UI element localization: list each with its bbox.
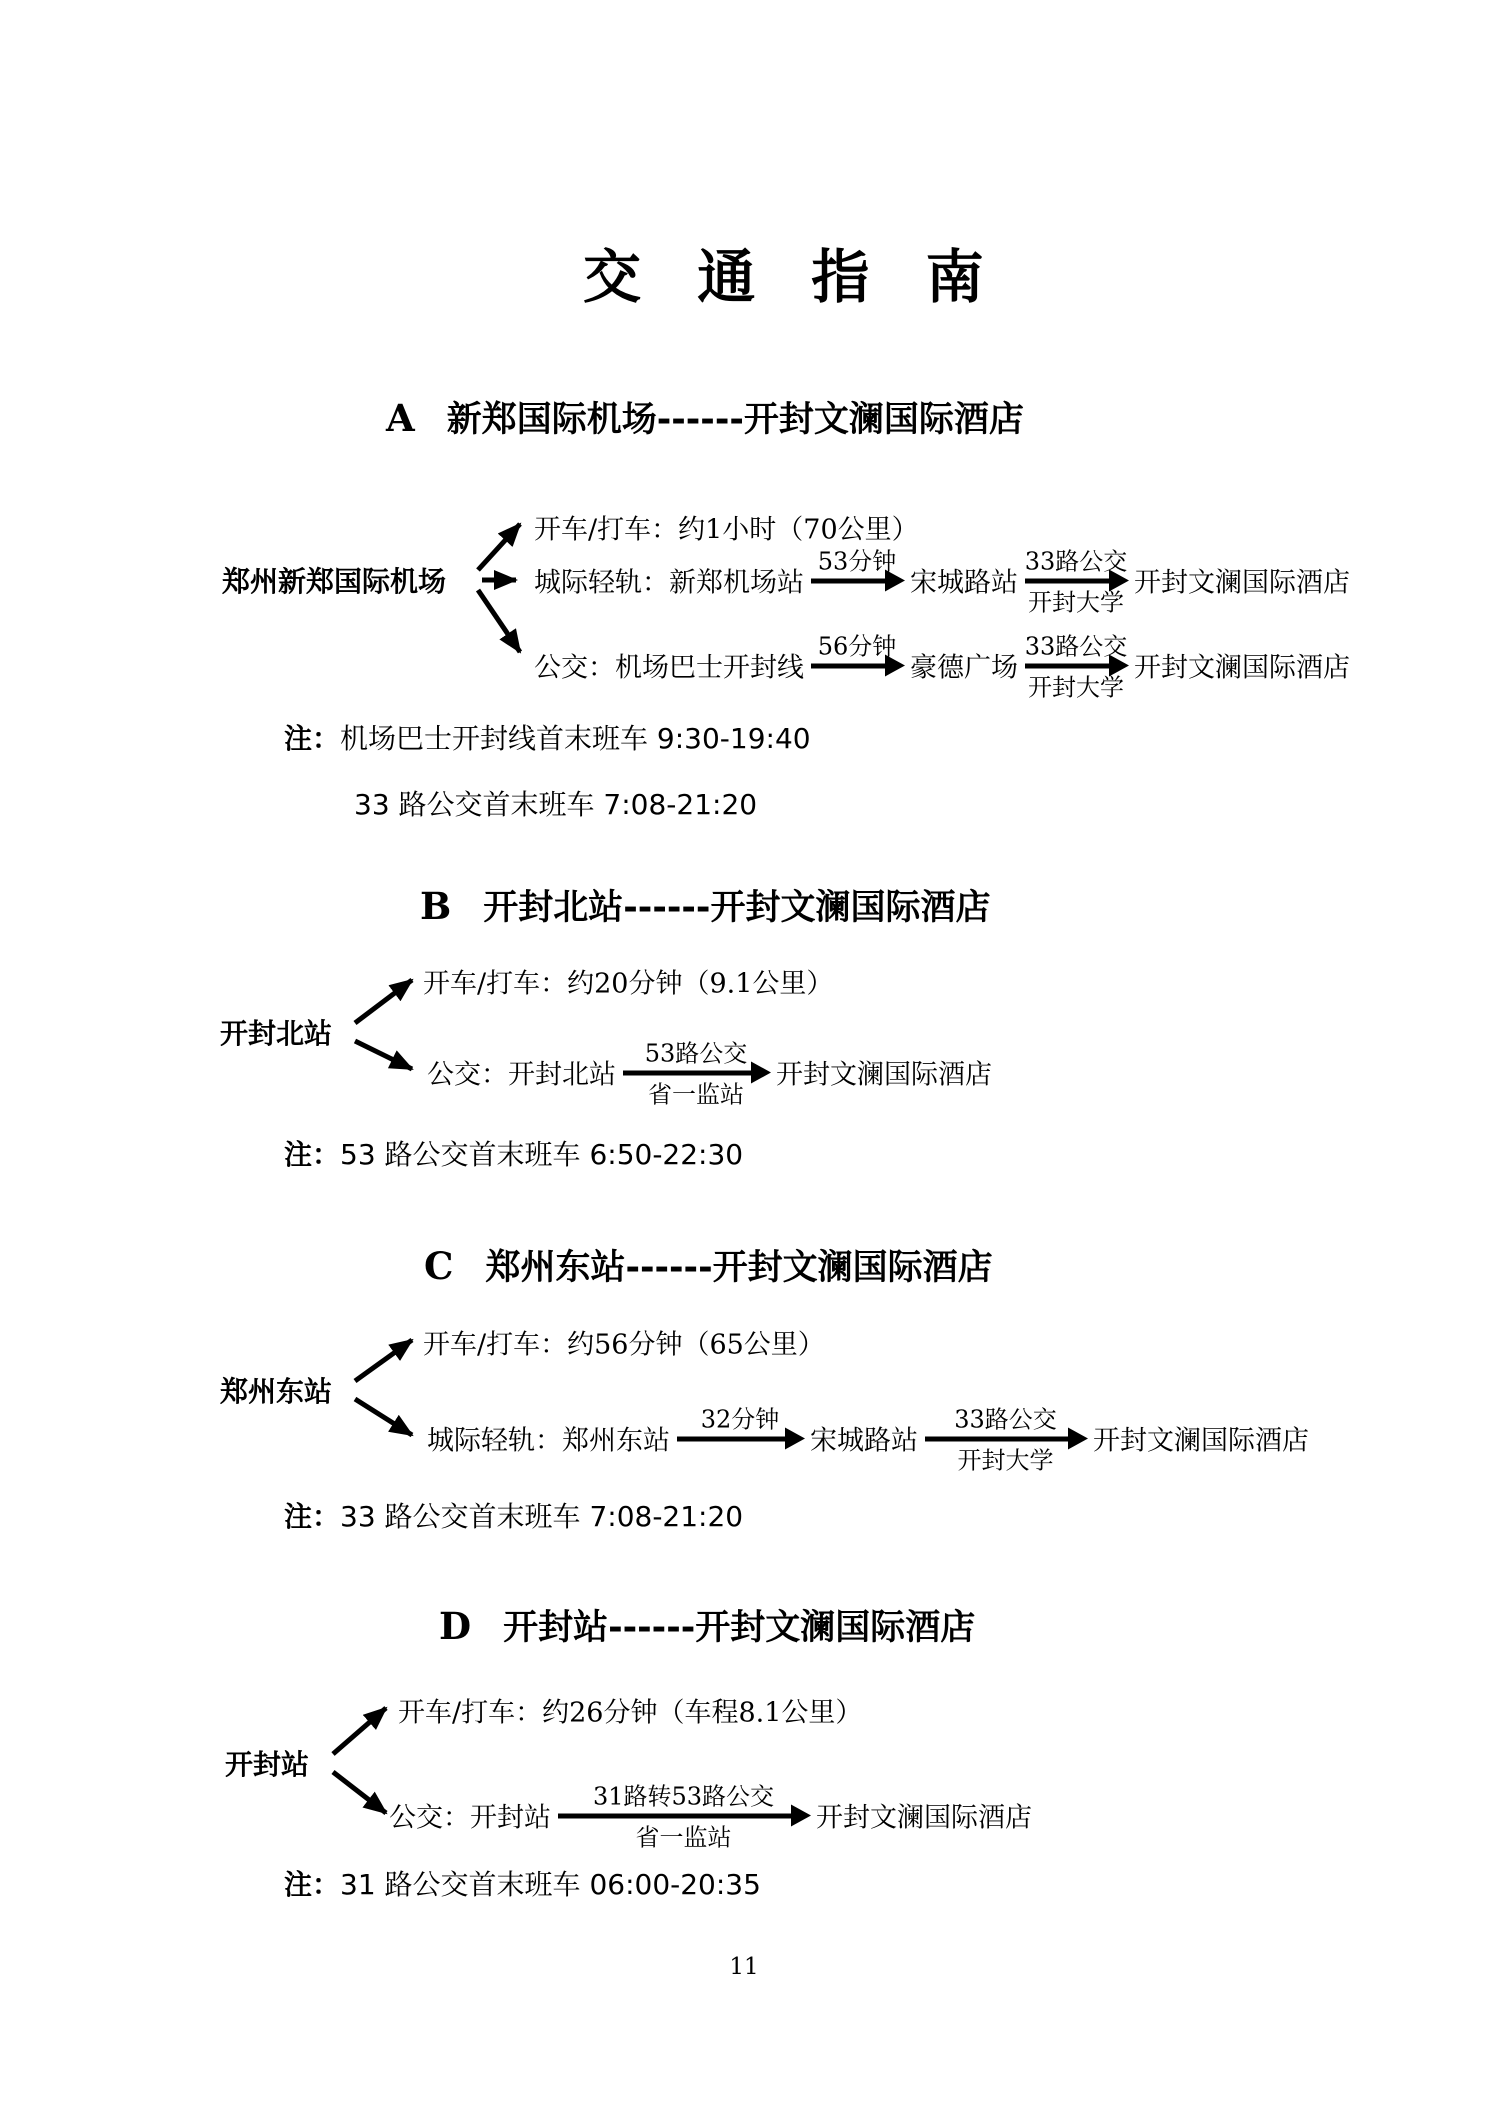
arrow-shaft: [677, 1436, 787, 1441]
section-b-fan-arrows: [352, 955, 424, 1080]
section-c-note: [284, 1495, 743, 1535]
section-a-note: [284, 717, 811, 757]
route-text: 开车/打车：约1小时（70公里）: [534, 514, 919, 546]
branch-arrow-up-icon: [333, 1708, 386, 1754]
section-c-letter: C: [424, 1244, 454, 1288]
section-b-origin-node: 开封北站: [220, 1017, 333, 1050]
arrow-label-top: 56分钟: [817, 632, 897, 661]
branch-arrow-up-icon: [355, 980, 412, 1023]
section-a-fan-arrows: [476, 500, 536, 670]
route-end: 开封文澜国际酒店: [1134, 567, 1350, 599]
arrow-shaft: [623, 1070, 753, 1075]
section-b-title: 开封北站------开封文澜国际酒店: [483, 888, 991, 928]
section-a-route-bus: [534, 632, 1350, 701]
arrow-shaft: [811, 663, 887, 668]
route-start: 城际轻轨：新郑机场站: [534, 567, 804, 599]
arrow-shaft: [811, 578, 887, 583]
section-c-route-rail: [427, 1405, 1309, 1474]
route-end: 开封文澜国际酒店: [1134, 652, 1350, 684]
note-label: 注：: [284, 1138, 341, 1171]
section-a-heading: [386, 396, 1024, 441]
arrow-label-bottom: 开封大学: [1028, 673, 1124, 701]
arrow-head-icon: [751, 1061, 771, 1083]
arrow-label-top: 33路公交: [954, 1405, 1057, 1434]
note-label: 注：: [284, 722, 341, 755]
route-end: 开封文澜国际酒店: [816, 1802, 1032, 1834]
section-d-note: [284, 1863, 761, 1903]
arrow-label-bottom: 开封大学: [957, 1446, 1054, 1474]
section-a-origin-node: 郑州新郑国际机场: [222, 565, 447, 598]
section-c-route-drive: [423, 1323, 825, 1362]
section-a-route-drive: [534, 508, 919, 547]
arrow-label-bottom: 省一监站: [635, 1823, 732, 1851]
section-b-letter: B: [420, 884, 452, 928]
arrow-label-top: 33路公交: [1024, 547, 1128, 576]
document-title: 交 通 指 南: [583, 243, 1002, 311]
arrow-shaft: [1025, 663, 1111, 668]
route-end: 开封文澜国际酒店: [776, 1059, 992, 1091]
section-c-origin-node: 郑州东站: [220, 1375, 333, 1408]
arrow-label-top: 53路公交: [644, 1039, 748, 1068]
section-d-title: 开封站------开封文澜国际酒店: [503, 1608, 976, 1648]
route-end: 开封文澜国际酒店: [1093, 1425, 1309, 1457]
arrow-head-icon: [885, 654, 905, 676]
section-d-route-drive: [398, 1691, 862, 1730]
section-b-route-bus: [427, 1039, 992, 1108]
route-text: 开车/打车：约26分钟（车程8.1公里）: [398, 1697, 863, 1729]
section-a-route-rail: [534, 547, 1350, 616]
arrow-head-icon: [1068, 1427, 1088, 1449]
note-text: 机场巴士开封线首末班车 9:30-19:40: [340, 722, 811, 755]
arrow-shaft: [1025, 578, 1111, 583]
arrow-label-top: 53分钟: [817, 547, 897, 576]
section-d-origin-node: 开封站: [225, 1748, 310, 1781]
route-text: 开车/打车：约56分钟（65公里）: [423, 1329, 825, 1361]
arrow-head-icon: [1109, 569, 1129, 591]
branch-arrow-down-icon: [333, 1772, 386, 1813]
note-text: 33 路公交首末班车 7:08-21:20: [354, 788, 758, 821]
route-start: 城际轻轨：郑州东站: [427, 1425, 670, 1457]
route-mid: 宋城路站: [810, 1425, 918, 1457]
route-text: 开车/打车：约20分钟（9.1公里）: [423, 968, 834, 1000]
section-a-title: 新郑国际机场------开封文澜国际酒店: [446, 400, 1024, 440]
arrow-shaft: [558, 1813, 793, 1818]
section-d-route-bus: [389, 1782, 1032, 1851]
section-c-heading: [424, 1244, 993, 1289]
note-label: 注：: [284, 1868, 341, 1901]
section-b-note: [284, 1133, 743, 1173]
section-a-letter: A: [386, 396, 415, 440]
branch-arrow-up-icon: [478, 524, 520, 570]
route-start: 公交：开封站: [389, 1802, 551, 1834]
section-c-fan-arrows: [352, 1315, 424, 1445]
branch-arrow-down-icon: [355, 1399, 412, 1435]
arrow-label-top: 31路转53路公交: [592, 1782, 775, 1811]
branch-arrow-down-icon: [355, 1041, 412, 1069]
section-c-title: 郑州东站------开封文澜国际酒店: [485, 1248, 993, 1288]
note-label: 注：: [284, 1500, 341, 1533]
arrow-head-icon: [1109, 654, 1129, 676]
arrow-shaft: [925, 1436, 1070, 1441]
arrow-label-top: 33路公交: [1024, 632, 1128, 661]
section-b-heading: [420, 884, 990, 929]
section-a-note-line2: [354, 783, 757, 823]
section-b-route-drive: [423, 962, 833, 1001]
section-d-letter: D: [439, 1604, 472, 1648]
route-mid: 豪德广场: [910, 652, 1018, 684]
section-d-heading: [439, 1604, 975, 1649]
arrow-label-bottom: 开封大学: [1028, 588, 1124, 616]
note-text: 33 路公交首末班车 7:08-21:20: [340, 1500, 744, 1533]
arrow-label-bottom: 省一监站: [648, 1080, 744, 1108]
note-text: 53 路公交首末班车 6:50-22:30: [340, 1138, 744, 1171]
arrow-head-icon: [785, 1427, 805, 1449]
route-start: 公交：机场巴士开封线: [534, 652, 804, 684]
arrow-head-icon: [791, 1804, 811, 1826]
section-d-fan-arrows: [330, 1685, 398, 1825]
note-text: 31 路公交首末班车 06:00-20:35: [340, 1868, 761, 1901]
branch-arrow-down-icon: [478, 590, 520, 652]
page-number: 11: [729, 1954, 759, 1980]
branch-arrow-up-icon: [355, 1340, 412, 1381]
route-mid: 宋城路站: [910, 567, 1018, 599]
arrow-label-top: 32分钟: [700, 1405, 780, 1434]
route-start: 公交：开封北站: [427, 1059, 616, 1091]
arrow-head-icon: [885, 569, 905, 591]
